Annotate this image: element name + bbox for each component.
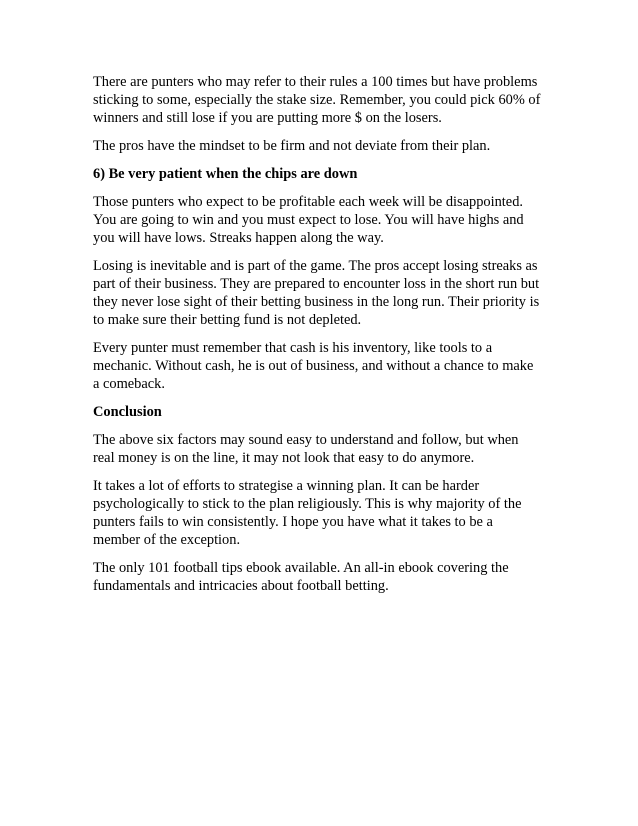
section-heading-conclusion: Conclusion bbox=[93, 404, 162, 420]
section-heading-patience: 6) Be very patient when the chips are down bbox=[93, 166, 358, 182]
paragraph-stake-size: There are punters who may refer to their rules a 100 times but have problems sticking to some, especially the stake size. Remember, you could pick 60% of winners and still lose if you are putting more $ on the losers. bbox=[93, 74, 541, 126]
paragraph-weekly-profit: Those punters who expect to be profitable each week will be disappointed. You are going to win and you must expect to lose. You will have highs and you will have lows. Streaks happen along the way. bbox=[93, 194, 524, 246]
paragraph-pros-mindset: The pros have the mindset to be firm and not deviate from their plan. bbox=[93, 138, 491, 154]
document-body bbox=[93, 73, 543, 605]
paragraph-ebook-promo: The only 101 football tips ebook available. An all-in ebook covering the fundamentals and intricacies about football betting. bbox=[93, 560, 509, 594]
paragraph-cash-inventory: Every punter must remember that cash is his inventory, like tools to a mechanic. Without cash, he is out of business, and without a chance to make a comeback. bbox=[93, 340, 534, 392]
paragraph-winning-plan: It takes a lot of efforts to strategise a winning plan. It can be harder psychologically to stick to the plan religiously. This is why majority of the punters fails to win consistently. I hope you have what it takes to be a member of the exception. bbox=[93, 478, 522, 548]
paragraph-losing-streaks: Losing is inevitable and is part of the game. The pros accept losing streaks as part of their business. They are prepared to encounter loss in the short run but they never lose sight of their betting business in the long run. Their priority is to make sure their betting fund is not depleted. bbox=[93, 258, 540, 328]
paragraph-six-factors: The above six factors may sound easy to understand and follow, but when real money is on the line, it may not look that easy to do anymore. bbox=[93, 432, 519, 466]
